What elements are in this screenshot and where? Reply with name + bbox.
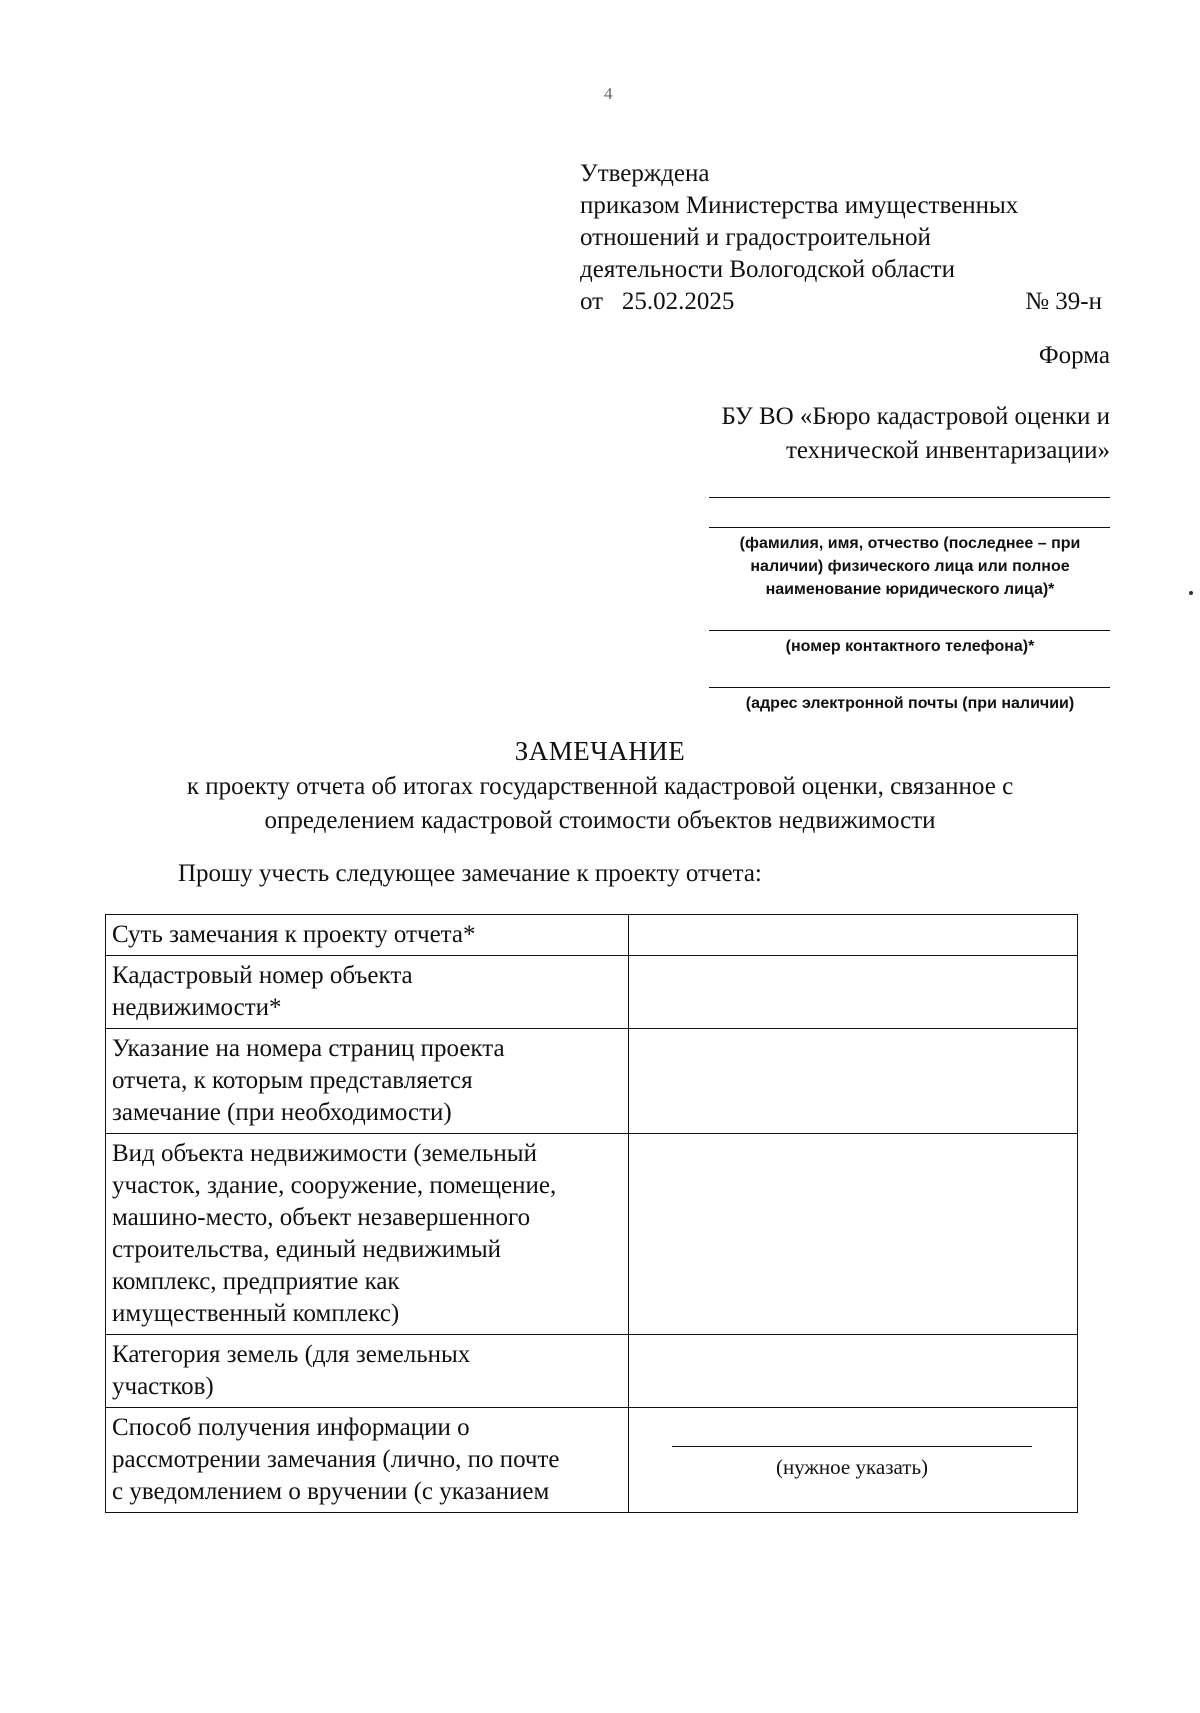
email-field-line[interactable]	[709, 687, 1110, 688]
phone-field-caption	[700, 635, 1120, 658]
form-label: Форма	[1038, 342, 1110, 369]
label-line: машино-место, объект незавершенного	[112, 1204, 531, 1231]
table-row	[106, 1335, 1078, 1408]
approval-line: отношений и градостроительной	[580, 224, 931, 251]
label-line: недвижимости*	[112, 994, 282, 1021]
label-line: Способ получения информации о	[112, 1414, 470, 1441]
row-label	[106, 1408, 629, 1513]
remark-table	[105, 914, 1078, 1513]
delivery-method-cell[interactable]	[629, 1408, 1078, 1513]
row-value-cell[interactable]	[629, 956, 1078, 1029]
label-line: Суть замечания к проекту отчета*	[112, 921, 476, 948]
addressee-line: БУ ВО «Бюро кадастровой оценки и	[721, 403, 1110, 430]
label-line: комплекс, предприятие как	[112, 1268, 400, 1295]
label-line: строительства, единый недвижимый	[112, 1236, 502, 1263]
table-row	[106, 1029, 1078, 1134]
row-value-cell[interactable]	[629, 1335, 1078, 1408]
label-line: участок, здание, сооружение, помещение,	[112, 1172, 557, 1199]
row-label	[106, 956, 629, 1029]
subtitle-line: к проекту отчета об итогах государственной кадастровой оценки, связанное с	[186, 773, 1014, 800]
row-value-cell[interactable]	[629, 1134, 1078, 1335]
delivery-method-line[interactable]	[672, 1446, 1032, 1447]
approval-date: 25.02.2025	[621, 288, 735, 315]
page-number: 4	[604, 84, 613, 103]
approval-stamp	[580, 158, 1102, 318]
label-line: с уведомлением о вручении (с указанием	[112, 1478, 550, 1505]
addressee-line: технической инвентаризации»	[785, 437, 1110, 464]
phone-field-line[interactable]	[709, 630, 1110, 631]
table-row	[106, 915, 1078, 956]
name-field-caption	[700, 532, 1120, 601]
order-number: № 39-н	[1025, 288, 1102, 315]
row-label	[106, 1029, 629, 1134]
row-value-cell[interactable]	[629, 1029, 1078, 1134]
name-field-line[interactable]	[709, 527, 1110, 528]
caption-line: (номер контактного телефона)*	[785, 638, 1035, 655]
caption-line: наличии) физического лица или полное	[750, 558, 1070, 575]
caption-line: (адрес электронной почты (при наличии)	[745, 695, 1075, 712]
approval-line: Утверждена	[580, 160, 710, 187]
label-line: Категория земель (для земельных	[112, 1341, 471, 1368]
table-row	[106, 1408, 1078, 1513]
table-row	[106, 1134, 1078, 1335]
caption-line: (фамилия, имя, отчество (последнее – при	[739, 535, 1081, 552]
scan-speck	[1189, 591, 1193, 595]
approval-line: деятельности Вологодской области	[580, 256, 955, 283]
addressee	[722, 400, 1110, 468]
approval-date-row	[580, 286, 1102, 318]
label-line: Вид объекта недвижимости (земельный	[112, 1140, 537, 1167]
label-line: имущественный комплекс)	[112, 1300, 400, 1327]
label-line: Указание на номера страниц проекта	[112, 1035, 505, 1062]
document-title: ЗАМЕЧАНИЕ	[514, 736, 686, 766]
fill-line	[709, 497, 1110, 498]
label-line: Кадастровый номер объекта	[112, 962, 413, 989]
approval-line: приказом Министерства имущественных	[580, 192, 1019, 219]
table-row	[106, 956, 1078, 1029]
date-prefix: от	[580, 288, 604, 315]
document-subtitle	[120, 770, 1080, 838]
row-label	[106, 915, 629, 956]
label-line: замечание (при необходимости)	[112, 1099, 452, 1126]
intro-text: Прошу учесть следующее замечание к проекту отчета:	[178, 860, 762, 887]
row-value-cell[interactable]	[629, 915, 1078, 956]
row-label	[106, 1134, 629, 1335]
label-line: отчета, к которым представляется	[112, 1067, 473, 1094]
caption-line: наименование юридического лица)*	[765, 581, 1055, 598]
label-line: рассмотрении замечания (лично, по почте	[112, 1446, 560, 1473]
subtitle-line: определением кадастровой стоимости объектов недвижимости	[264, 807, 936, 834]
label-line: участков)	[112, 1373, 214, 1400]
row-label	[106, 1335, 629, 1408]
email-field-caption	[700, 692, 1120, 715]
delivery-method-caption: (нужное указать)	[775, 1455, 929, 1479]
